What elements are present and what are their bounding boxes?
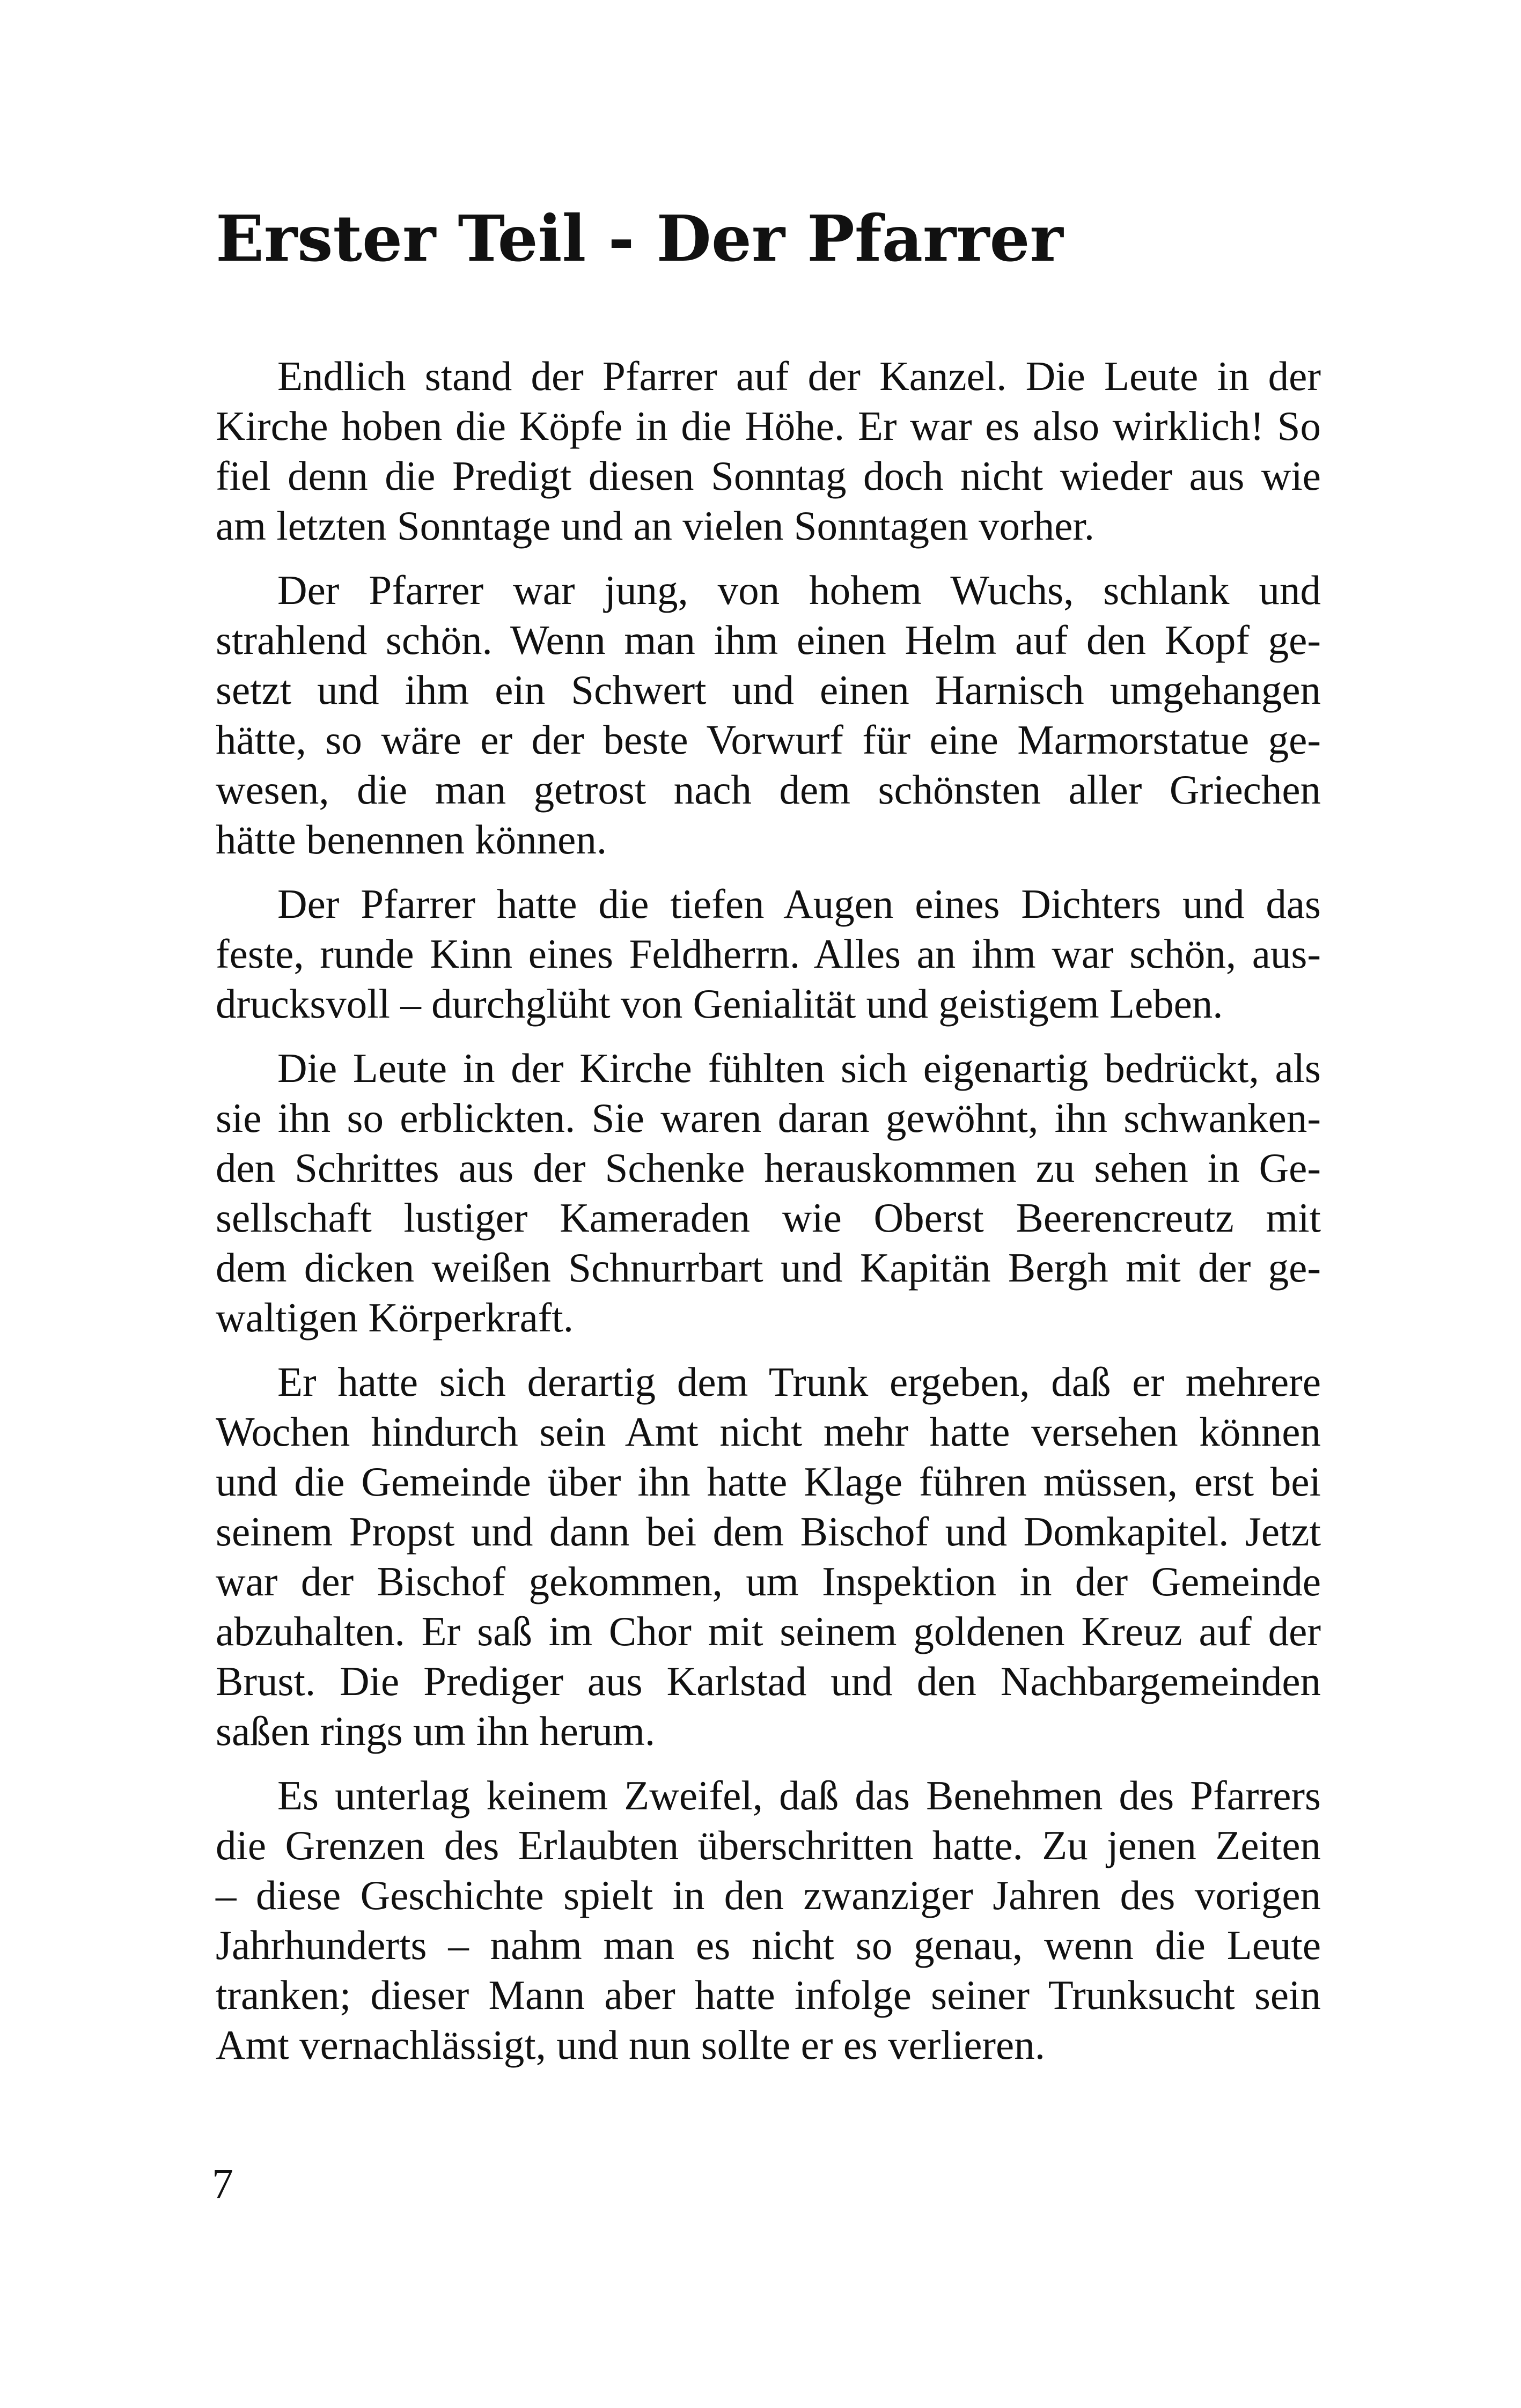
text-line: Er hatte sich derartig dem Trunk ergeben, daß er mehrere bbox=[277, 1359, 1321, 1405]
paragraph bbox=[216, 1771, 1321, 2070]
text-line: war der Bischof gekommen, um Inspektion in der Gemeinde bbox=[216, 1558, 1321, 1604]
text-line: fiel denn die Predigt diesen Sonntag doch nicht wieder aus wie bbox=[216, 453, 1321, 499]
text-line: und die Gemeinde über ihn hatte Klage führen müssen, erst bei bbox=[216, 1459, 1321, 1505]
text-line: strahlend schön. Wenn man ihm einen Helm auf den Kopf ge- bbox=[216, 617, 1321, 663]
text-line: den Schrittes aus der Schenke herauskommen zu sehen in Ge- bbox=[216, 1145, 1321, 1191]
text-line: Es unterlag keinem Zweifel, daß das Benehmen des Pfarrers bbox=[277, 1772, 1321, 1818]
text-line: Die Leute in der Kirche fühlten sich eigenartig bedrückt, als bbox=[277, 1045, 1321, 1091]
text-line: seinem Propst und dann bei dem Bischof und Domkapitel. Jetzt bbox=[216, 1508, 1321, 1555]
text-line: wesen, die man getrost nach dem schönsten aller Griechen bbox=[216, 767, 1321, 813]
text-line: Der Pfarrer hatte die tiefen Augen eines Dichters und das bbox=[277, 881, 1321, 927]
text-line: drucksvoll – durchglüht von Genialität und geistigem Leben. bbox=[216, 981, 1223, 1027]
paragraph bbox=[216, 565, 1321, 865]
paragraph bbox=[216, 351, 1321, 551]
chapter-title: Erster Teil - Der Pfarrer bbox=[216, 201, 1063, 276]
text-line: feste, runde Kinn eines Feldherrn. Alles an ihm war schön, aus- bbox=[216, 931, 1321, 977]
body-text bbox=[216, 351, 1321, 2085]
text-line: hätte benennen können. bbox=[216, 816, 607, 863]
paragraph bbox=[216, 1357, 1321, 1756]
text-line: Brust. Die Prediger aus Karlstad und den Nachbargemeinden bbox=[216, 1658, 1321, 1704]
text-line: waltigen Körperkraft. bbox=[216, 1294, 574, 1341]
page-number: 7 bbox=[212, 2161, 233, 2208]
text-line: Amt vernachlässigt, und nun sollte er es verlieren. bbox=[216, 2022, 1045, 2068]
text-line: abzuhalten. Er saß im Chor mit seinem goldenen Kreuz auf der bbox=[216, 1608, 1321, 1654]
text-line: Jahrhunderts – nahm man es nicht so genau, wenn die Leute bbox=[216, 1922, 1321, 1968]
text-line: setzt und ihm ein Schwert und einen Harnisch umgehangen bbox=[216, 667, 1321, 713]
text-line: Wochen hindurch sein Amt nicht mehr hatte versehen können bbox=[216, 1409, 1321, 1455]
text-line: Der Pfarrer war jung, von hohem Wuchs, schlank und bbox=[277, 567, 1321, 613]
text-line: sie ihn so erblickten. Sie waren daran gewöhnt, ihn schwanken- bbox=[216, 1095, 1321, 1141]
text-line: am letzten Sonntage und an vielen Sonntagen vorher. bbox=[216, 503, 1094, 549]
paragraph bbox=[216, 879, 1321, 1029]
text-line: dem dicken weißen Schnurrbart und Kapitän Bergh mit der ge- bbox=[216, 1244, 1321, 1291]
text-line: hätte, so wäre er der beste Vorwurf für eine Marmorstatue ge- bbox=[216, 717, 1321, 763]
text-line: sellschaft lustiger Kameraden wie Oberst Beerencreutz mit bbox=[216, 1195, 1321, 1241]
text-line: Kirche hoben die Köpfe in die Höhe. Er war es also wirklich! So bbox=[216, 403, 1321, 449]
text-line: – diese Geschichte spielt in den zwanziger Jahren des vorigen bbox=[216, 1872, 1321, 1918]
text-line: tranken; dieser Mann aber hatte infolge seiner Trunksucht sein bbox=[216, 1972, 1321, 2018]
text-line: die Grenzen des Erlaubten überschritten hatte. Zu jenen Zeiten bbox=[216, 1822, 1321, 1868]
paragraph bbox=[216, 1043, 1321, 1343]
text-line: saßen rings um ihn herum. bbox=[216, 1708, 656, 1754]
text-line: Endlich stand der Pfarrer auf der Kanzel. Die Leute in der bbox=[277, 353, 1321, 399]
